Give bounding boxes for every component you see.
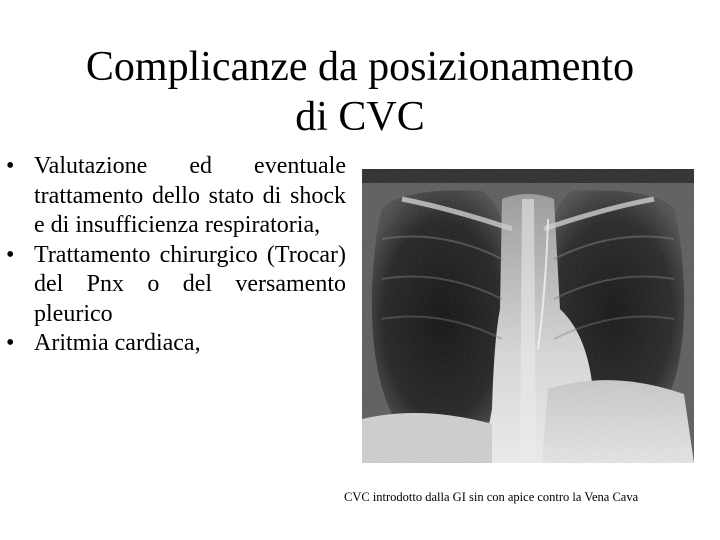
- slide-title-line-1: Complicanze da posizionamento: [85, 44, 635, 90]
- bullet-item: [0, 152, 352, 241]
- bullet-text: Valutazione ed eventuale trattamento dello stato di shock e di insufficienza respiratoria,: [34, 153, 346, 238]
- bullet-dot-icon: •: [6, 241, 15, 268]
- bullet-list: [0, 152, 352, 359]
- slide-title-line-2: di CVC: [295, 94, 425, 140]
- bullet-item: [0, 241, 352, 330]
- bullet-text: Trattamento chirurgico (Trocar) del Pnx o del versamento pleurico: [34, 241, 346, 327]
- chest-xray-image: [362, 169, 694, 463]
- image-caption: CVC introdotto dalla GI sin con apice contro la Vena Cava: [344, 490, 639, 504]
- bullet-item: [0, 329, 352, 359]
- slide-title: [40, 42, 680, 142]
- bullet-dot-icon: •: [6, 153, 15, 179]
- bullet-dot-icon: •: [6, 330, 15, 356]
- bullet-text: Aritmia cardiaca,: [34, 330, 201, 356]
